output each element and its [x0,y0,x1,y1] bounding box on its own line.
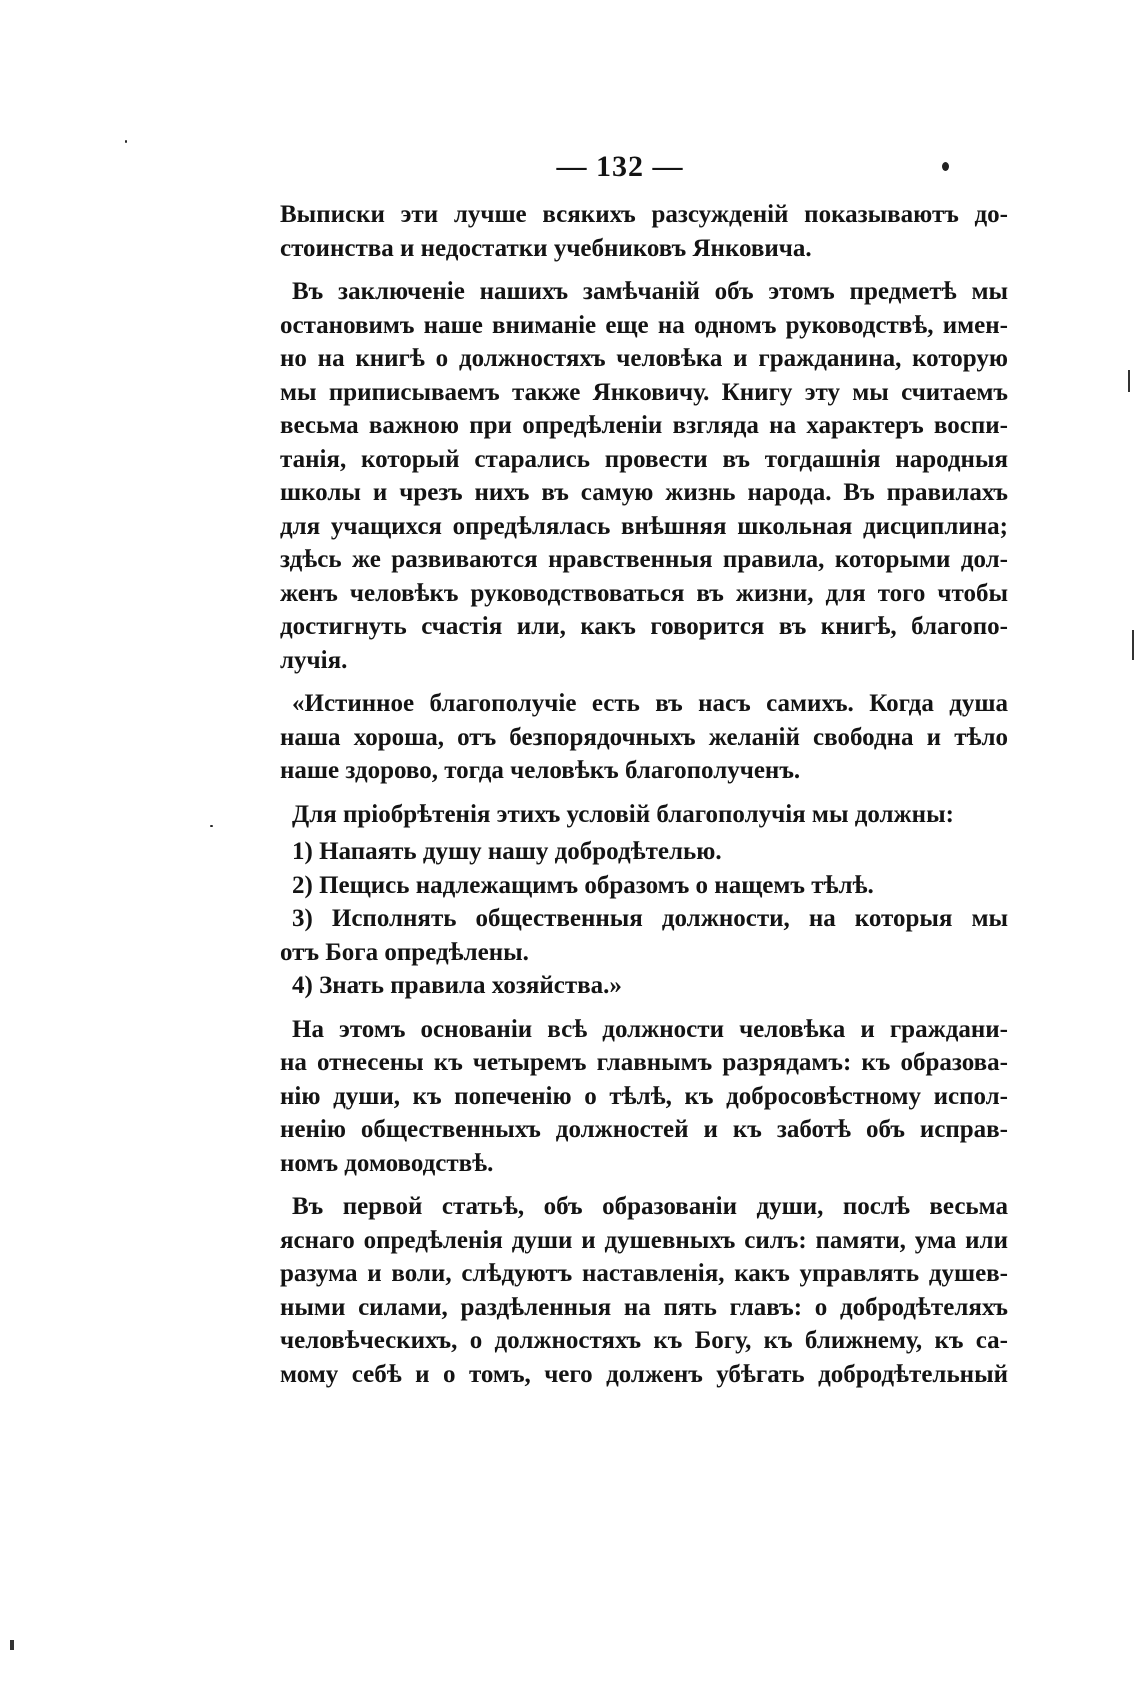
numbered-list [280,835,1008,1003]
text-line: остановимъ наше вниманіе еще на одномъ руководствѣ, имен- [280,311,1008,339]
page-number: — 132 — [556,150,684,183]
text-line: Выписки эти лучше всякихъ разсужденій показываютъ до- [280,201,1008,228]
list-item: 3) Исполнять общественныя должности, на которыя мы [292,905,1008,932]
text-line: лучія. [280,646,348,674]
text-line: но на книгѣ о должностяхъ человѣка и гражданина, которую [280,345,1008,372]
text-line: Въ заключеніе нашихъ замѣчаній объ этомъ предметѣ мы [292,278,1008,305]
text-line: здѣсь же развиваются нравственныя правила, которыми дол- [280,546,1008,573]
text-line: «Истинное благополучіе есть въ насъ самихъ. Когда душа [292,690,1008,717]
text-line: мому себѣ и о томъ, чего долженъ убѣгать добродѣтельный [280,1360,1008,1388]
body-text [280,198,1008,1391]
scan-edge-mark [1128,370,1130,392]
paragraph-1 [280,198,1008,265]
text-line: человѣческихъ, о должностяхъ къ Богу, къ ближнему, къ са- [280,1327,1008,1354]
text-line: весьма важною при опредѣленіи взгляда на характеръ воспи- [280,412,1008,439]
paragraph-2 [280,275,1008,677]
text-line: стоинства и недостатки учебниковъ Янковича. [280,234,812,262]
list-item: 4) Знать правила хозяйства.» [292,972,622,999]
text-line: женъ человѣкъ руководствоваться въ жизни, для того чтобы [280,579,1008,607]
text-line: нію души, къ попеченію о тѣлѣ, къ добросовѣстному испол- [280,1082,1008,1110]
scan-edge-mark [1132,630,1134,660]
text-line: яснаго опредѣленія души и душевныхъ силъ: памяти, ума или [280,1226,1008,1254]
text-line: для учащихся опредѣлялась внѣшняя школьная дисциплина; [280,512,1008,540]
scan-speck [210,825,213,827]
scan-speck [125,140,127,143]
paragraph-4 [280,798,1008,832]
text-line: на отнесены къ четыремъ главнымъ разрядамъ: къ образова- [280,1049,1008,1076]
text-line: ными силами, раздѣленныя на пять главъ: о добродѣтеляхъ [280,1293,1008,1321]
text-line: наша хороша, отъ безпорядочныхъ желаній свободна и тѣло [280,723,1008,751]
paragraph-3 [280,687,1008,788]
text-line: На этомъ основаніи всѣ должности человѣка и граждани- [292,1015,1008,1043]
list-item: 1) Напаять душу нашу добродѣтелью. [292,838,722,865]
text-line: достигнуть счастія или, какъ говорится въ книгѣ, благопо- [280,613,1008,640]
text-line: школы и чрезъ нихъ въ самую жизнь народа. Въ правилахъ [280,479,1008,506]
list-item: отъ Бога опредѣлены. [280,938,529,966]
text-line: номъ домоводствѣ. [280,1149,494,1177]
text-line: мы приписываемъ также Янковичу. Книгу эту мы считаемъ [280,378,1008,406]
paragraph-5 [280,1013,1008,1181]
scan-speck [942,162,949,171]
text-line: разума и воли, слѣдуютъ наставленія, какъ управлять душев- [280,1260,1008,1287]
scan-edge-mark [10,1640,14,1650]
text-line: танія, который старались провести въ тогдашнія народныя [280,445,1008,473]
text-line: наше здорово, тогда человѣкъ благополученъ. [280,757,801,784]
text-line: Въ первой статьѣ, объ образованіи души, послѣ весьма [292,1193,1008,1220]
paragraph-6 [280,1190,1008,1391]
list-item: 2) Пещись надлежащимъ образомъ о нащемъ тѣлѣ. [292,871,874,899]
text-line: ненію общественныхъ должностей и къ заботѣ объ исправ- [280,1116,1008,1143]
text-line: Для пріобрѣтенія этихъ условій благополучія мы должны: [292,800,954,828]
